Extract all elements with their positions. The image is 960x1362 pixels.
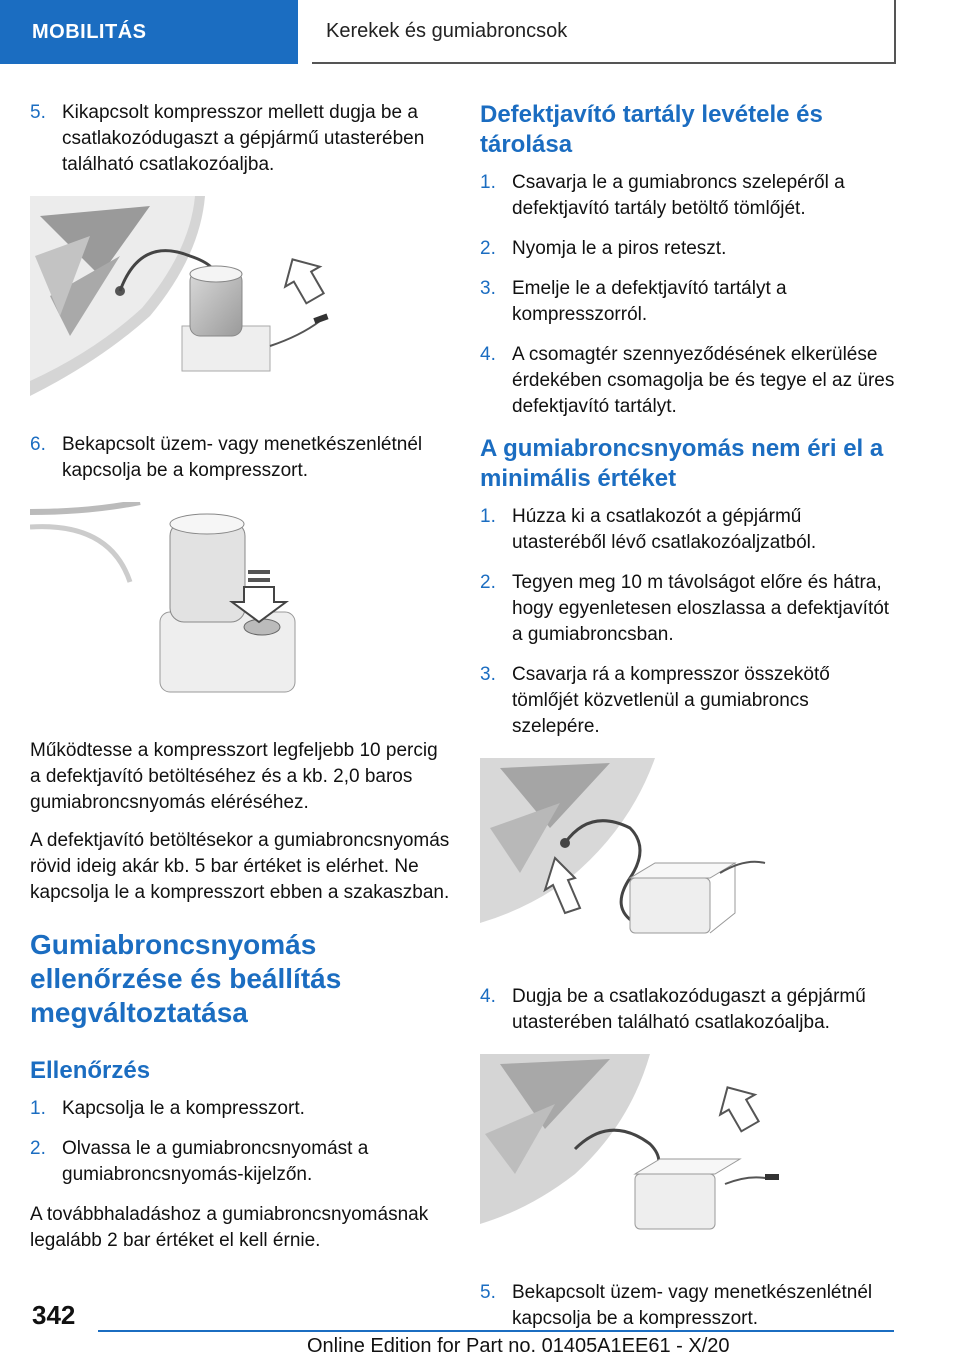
step-number: 1. <box>30 1098 46 1119</box>
list-item <box>30 100 450 178</box>
step-number: 5. <box>30 102 46 123</box>
paragraph: Működtesse a kompresszort legfeljebb 10 percig a defektjavító betöltéséhez és a kb. 2,0 baros gumiabroncsnyomás eléréséhez. <box>30 740 438 813</box>
step-number: 3. <box>480 664 496 685</box>
step-number: 2. <box>480 572 496 593</box>
step-text: Csavarja rá a kompresszor összekötő tömlőjét közvetlenül a gumiabroncs szelepére. <box>512 664 830 737</box>
figure-hose-to-valve <box>480 758 900 948</box>
left-column <box>30 100 450 1266</box>
list-item <box>30 432 450 484</box>
list-item <box>480 342 900 420</box>
step-number: 6. <box>30 434 46 455</box>
section-tab[interactable] <box>0 0 298 64</box>
step-text: Emelje le a defektjavító tartályt a kompresszorról. <box>512 278 787 325</box>
section-label: MOBILITÁS <box>32 20 147 43</box>
page-number: 342 <box>32 1300 76 1330</box>
subsection-heading: Defektjavító tartály levétele és tárolása <box>480 101 823 158</box>
paragraph: A defektjavító betöltésekor a gumiabroncsnyomás rövid ideig akár kb. 5 bar értéket is elérhet. Ne kapcsolja le a kompresszort ebben a szakaszban. <box>30 830 450 903</box>
list-item <box>30 1136 450 1188</box>
step-text: Csavarja le a gumiabroncs szelepéről a defektjavító tartály betöltő tömlőjét. <box>512 172 845 219</box>
list-item <box>480 984 900 1036</box>
step-number: 4. <box>480 344 496 365</box>
figure-wheel-compressor-plug <box>30 196 450 396</box>
step-number: 2. <box>480 238 496 259</box>
list-item <box>480 570 900 648</box>
step-number: 1. <box>480 172 496 193</box>
figure-compressor-plug-in <box>480 1054 900 1244</box>
list-item <box>480 276 900 328</box>
right-column <box>480 100 900 1346</box>
list-item <box>480 236 900 262</box>
figure-compressor-switch <box>30 502 450 702</box>
step-text: Húzza ki a csatlakozót a gépjármű utasteréből lévő csatlakozóaljzatból. <box>512 506 817 553</box>
step-text: Nyomja le a piros reteszt. <box>512 238 727 259</box>
step-text: Bekapcsolt üzem- vagy menetkészenlétnél kapcsolja be a kompresszort. <box>512 1282 873 1329</box>
list-item <box>480 662 900 740</box>
step-text: Bekapcsolt üzem- vagy menetkészenlétnél kapcsolja be a kompresszort. <box>62 434 423 481</box>
step-text: Olvassa le a gumiabroncsnyomást a gumiabroncsnyomás-kijelzőn. <box>62 1138 369 1185</box>
step-number: 2. <box>30 1138 46 1159</box>
chapter-header <box>312 0 896 64</box>
step-number: 3. <box>480 278 496 299</box>
list-item <box>480 1280 900 1332</box>
step-text: Tegyen meg 10 m távolságot előre és hátra, hogy egyenletesen eloszlassa a defektjavítót a gumiabroncsban. <box>512 572 890 645</box>
footer-edition: Online Edition for Part no. 01405A1EE61 - X/20 <box>307 1335 730 1357</box>
step-number: 1. <box>480 506 496 527</box>
step-text: Kikapcsolt kompresszor mellett dugja be a csatlakozódugaszt a gépjármű utasterében található csatlakozóaljba. <box>62 102 425 175</box>
chapter-title: Kerekek és gumiabroncsok <box>326 19 568 42</box>
step-text: A csomagtér szennyeződésének elkerülése érdekében csomagolja be és tegye el az üres defektjavító tartályt. <box>512 344 895 417</box>
step-number: 5. <box>480 1282 496 1303</box>
step-number: 4. <box>480 986 496 1007</box>
section-heading: Gumiabroncsnyomás ellenőrzése és beállítás megváltoztatása <box>30 929 342 1028</box>
subsection-heading: Ellenőrzés <box>30 1057 151 1084</box>
step-text: Dugja be a csatlakozódugaszt a gépjármű utasterében található csatlakozóaljba. <box>512 986 866 1033</box>
list-item <box>30 1096 450 1122</box>
paragraph: A továbbhaladáshoz a gumiabroncsnyomásnak legalább 2 bar értéket el kell érnie. <box>30 1204 429 1251</box>
list-item <box>480 504 900 556</box>
footer-divider <box>98 1330 894 1332</box>
step-text: Kapcsolja le a kompresszort. <box>62 1098 305 1119</box>
list-item <box>480 170 900 222</box>
subsection-heading: A gumiabroncsnyomás nem éri el a minimális értéket <box>480 435 884 492</box>
